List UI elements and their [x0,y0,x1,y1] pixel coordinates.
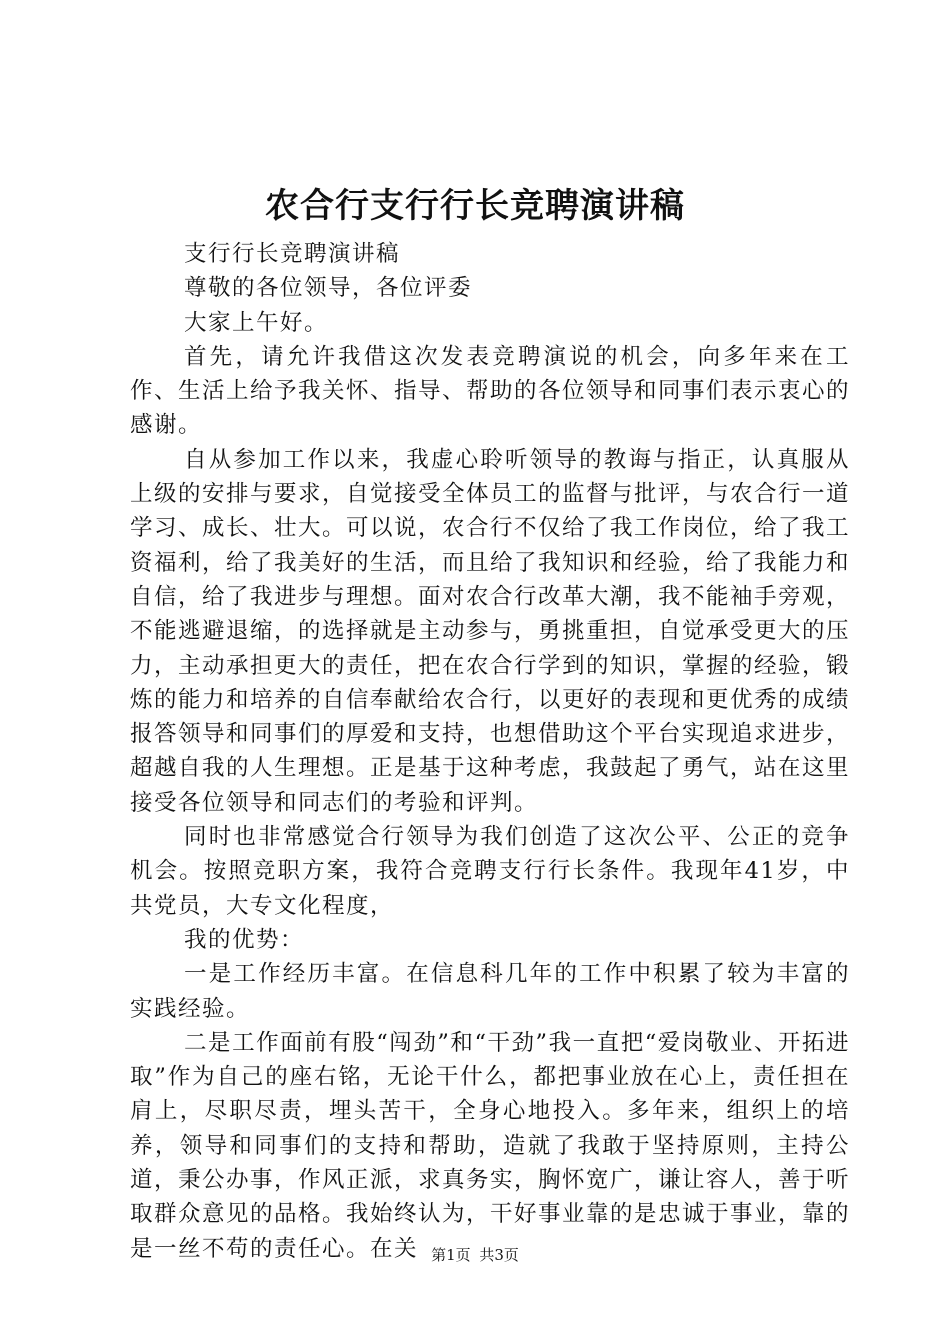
paragraph-advantages-heading: 我的优势： [184,926,305,953]
paragraph-experience: 自从参加工作以来，我虚心聆听领导的教诲与指正，认真服从上级的安排与要求，自觉接受全体员工的监督与批评，与农合行一道学习、成长、壮大。可以说，农合行不仅给了我工作岗位，给了我工资福利，给了我美好的生活，而且给了我知识和经验，给了我能力和自信，给了我进步与理想。面对农合行改革大潮，我不能袖手旁观，不能逃避退缩，的选择就是主动参与，勇挑重担，自觉承受更大的压力，主动承担更大的责任，把在农合行学到的知识，掌握的经验，锻炼的能力和培养的自信奉献给农合行，以更好的表现和更优秀的成绩报答领导和同事们的厚爱和支持，也想借助这个平台实现追求进步，超越自我的人生理想。正是基于这种考虑，我鼓起了勇气，站在这里接受各位领导和同志们的考验和评判。 [130,446,851,816]
paragraph-qualifications: 同时也非常感觉合行领导为我们创造了这次公平、公正的竞争机会。按照竞职方案，我符合竞聘支行行长条件。我现年41岁，中共党员，大专文化程度， [130,824,850,919]
paragraph-greeting: 大家上午好。 [184,309,329,336]
paragraph-subtitle: 支行行长竞聘演讲稿 [184,241,401,267]
document-body [130,237,850,1266]
document-title: 农合行支行行长竞聘演讲稿 [265,186,685,226]
paragraph-thanks: 首先，请允许我借这次发表竞聘演说的机会，向多年来在工作、生活上给予我关怀、指导、帮助的各位领导和同事们表示衷心的感谢。 [130,343,851,439]
paragraph-advantage-one: 一是工作经历丰富。在信息科几年的工作中积累了较为丰富的实践经验。 [130,961,850,1022]
page-footer: 第1页 共3页 [431,1246,519,1264]
paragraph-salutation: 尊敬的各位领导，各位评委 [184,275,473,302]
paragraph-advantage-two: 二是工作面前有股“闯劲”和“干劲”我一直把“爱岗敬业、开拓进取”作为自己的座右铭，无论干什么，都把事业放在心上，责任担在肩上，尽职尽责，埋头苦干，全身心地投入。多年来，组织上的培养，领导和同事们的支持和帮助，造就了我敢于坚持原则，主持公道，秉公办事，作风正派，求真务实，胸怀宽广，谦让容人，善于听取群众意见的品格。我始终认为，干好事业靠的是忠诚于事业，靠的是一丝不苟的责任心。在关 [130,1029,851,1262]
